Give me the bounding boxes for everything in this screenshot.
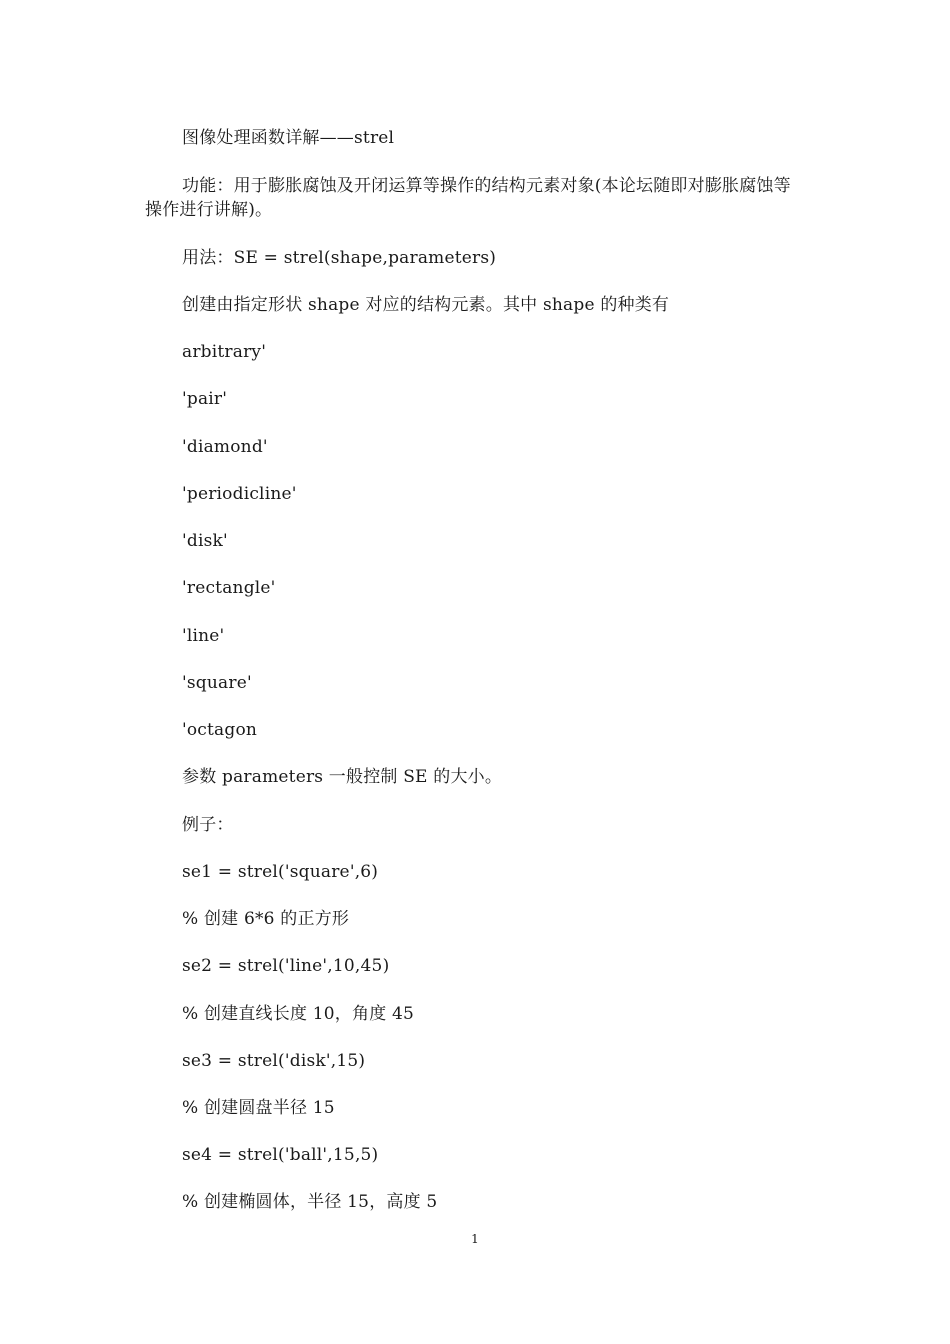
example-comment: % 创建 6*6 的正方形 (182, 909, 350, 929)
shape-item: arbitrary' (182, 342, 267, 362)
shape-item: 'rectangle' (182, 578, 276, 598)
example-code: se4 = strel('ball',15,5) (182, 1145, 379, 1165)
example-heading: 例子： (182, 815, 234, 835)
shape-intro: 创建由指定形状 shape 对应的结构元素。其中 shape 的种类有 (182, 295, 670, 315)
shape-item: 'pair' (182, 389, 228, 409)
function-description: 功能：用于膨胀腐蚀及开闭运算等操作的结构元素对象(本论坛随即对膨胀腐蚀等操作进行讲解)。 (145, 176, 791, 220)
shape-item: 'square' (182, 673, 252, 693)
example-code: se2 = strel('line',10,45) (182, 956, 390, 976)
example-comment: % 创建圆盘半径 15 (182, 1098, 335, 1118)
example-code: se1 = strel('square',6) (182, 862, 379, 882)
page-number: 1 (471, 1232, 479, 1246)
usage-line: 用法：SE = strel(shape,parameters) (182, 248, 497, 268)
shape-item: 'octagon (182, 720, 258, 740)
shape-item: 'disk' (182, 531, 228, 551)
example-comment: % 创建直线长度 10，角度 45 (182, 1004, 415, 1024)
document-title: 图像处理函数详解——strel (182, 128, 395, 148)
shape-item: 'line' (182, 626, 225, 646)
shape-item: 'periodicline' (182, 484, 297, 504)
shape-item: 'diamond' (182, 437, 268, 457)
example-comment: % 创建椭圆体，半径 15，高度 5 (182, 1192, 438, 1212)
example-code: se3 = strel('disk',15) (182, 1051, 366, 1071)
parameter-note: 参数 parameters 一般控制 SE 的大小。 (182, 767, 503, 787)
